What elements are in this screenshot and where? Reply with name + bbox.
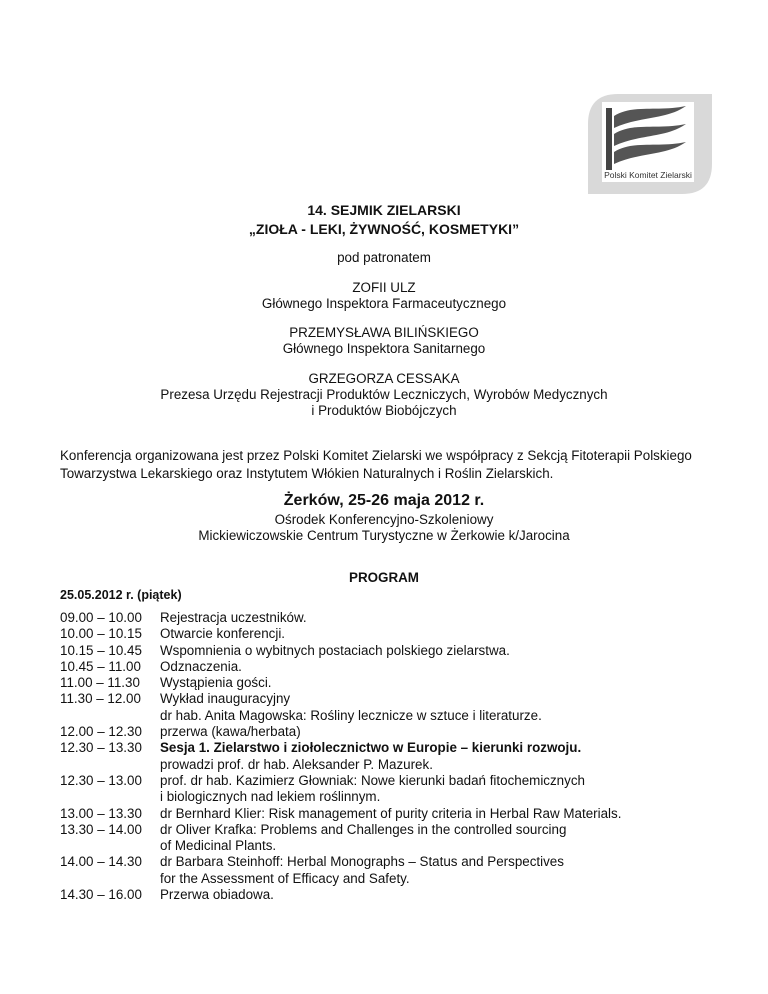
schedule-item: i biologicznych nad lekiem roślinnym. xyxy=(160,789,381,805)
schedule-row xyxy=(60,708,720,724)
schedule-row xyxy=(60,822,720,838)
time-slot: 12.30 – 13.00 xyxy=(60,772,142,788)
patronage-label: pod patronatem xyxy=(337,250,431,265)
schedule-row xyxy=(60,691,720,707)
time-slot: 09.00 – 10.00 xyxy=(60,610,142,625)
schedule-row xyxy=(60,773,720,789)
schedule-row xyxy=(60,659,720,675)
patron-role: Głównego Inspektora Sanitarnego xyxy=(282,341,486,356)
schedule-item: prowadzi prof. dr hab. Aleksander P. Mazurek. xyxy=(160,756,433,772)
venue-center: Ośrodek Konferencyjno-Szkoleniowy xyxy=(274,512,494,527)
schedule-row xyxy=(60,740,720,756)
patron-name: ZOFII ULZ xyxy=(352,280,416,295)
time-slot: 12.30 – 13.30 xyxy=(60,740,142,756)
schedule-item: Odznaczenia. xyxy=(160,658,242,674)
schedule-item: Wspomnienia o wybitnych postaciach polskiego zielarstwa. xyxy=(160,642,510,658)
schedule-row xyxy=(60,724,720,740)
time-slot: 12.00 – 12.30 xyxy=(60,724,142,740)
schedule-item: Rejestracja uczestników. xyxy=(160,610,307,625)
schedule-row xyxy=(60,854,720,870)
time-slot: 11.30 – 12.00 xyxy=(60,691,141,707)
event-subtitle: „ZIOŁA - LEKI, ŻYWNOŚĆ, KOSMETYKI” xyxy=(248,221,520,237)
logo xyxy=(588,94,712,194)
time-slot: 10.00 – 10.15 xyxy=(60,626,142,642)
schedule-item: Otwarcie konferencji. xyxy=(160,626,286,642)
schedule-row xyxy=(60,871,720,887)
schedule-row xyxy=(60,610,720,626)
time-slot: 10.15 – 10.45 xyxy=(60,642,142,658)
time-slot: 13.00 – 13.30 xyxy=(60,805,142,821)
schedule-row xyxy=(60,643,720,659)
schedule-item: Przerwa obiadowa. xyxy=(160,887,274,903)
schedule-item: prof. dr hab. Kazimierz Głowniak: Nowe kierunki badań fitochemicznych xyxy=(160,772,585,788)
patron-name: GRZEGORZA CESSAKA xyxy=(308,371,460,386)
schedule-item: Wykład inauguracyjny xyxy=(160,691,291,707)
schedule-item: przerwa (kawa/herbata) xyxy=(160,724,301,740)
patron-role: Głównego Inspektora Farmaceutycznego xyxy=(261,296,507,311)
time-slot xyxy=(60,871,160,887)
schedule-row xyxy=(60,887,720,903)
schedule-row xyxy=(60,838,720,854)
schedule-row xyxy=(60,626,720,642)
program-title: PROGRAM xyxy=(349,570,419,585)
program-day: 25.05.2012 r. (piątek) xyxy=(60,588,182,602)
time-slot: 13.30 – 14.00 xyxy=(60,821,142,837)
schedule-item: dr hab. Anita Magowska: Rośliny lecznicze w sztuce i literaturze. xyxy=(160,707,542,723)
event-title: 14. SEJMIK ZIELARSKI xyxy=(307,202,461,218)
intro-line: Konferencja organizowana jest przez Polski Komitet Zielarski we współpracy z Sekcją Fitoterapii Polskiego xyxy=(60,448,692,463)
time-slot: 14.30 – 16.00 xyxy=(60,887,142,903)
schedule-item: Wystąpienia gości. xyxy=(160,675,272,691)
time-slot xyxy=(60,789,160,805)
schedule-item: dr Bernhard Klier: Risk management of purity criteria in Herbal Raw Materials. xyxy=(160,805,622,821)
time-slot xyxy=(60,757,160,773)
patron-name: PRZEMYSŁAWA BILIŃSKIEGO xyxy=(289,325,479,340)
time-slot: 10.45 – 11.00 xyxy=(60,658,141,674)
intro-line: Towarzystwa Lekarskiego oraz Instytutem Włókien Naturalnych i Roślin Zielarskich. xyxy=(60,466,554,481)
schedule-item: dr Oliver Krafka: Problems and Challenges in the controlled sourcing xyxy=(160,821,567,837)
schedule-row xyxy=(60,806,720,822)
schedule-item: of Medicinal Plants. xyxy=(160,838,277,854)
schedule-item: dr Barbara Steinhoff: Herbal Monographs – Status and Perspectives xyxy=(160,854,564,870)
time-slot xyxy=(60,838,160,854)
schedule-row xyxy=(60,675,720,691)
venue-place: Żerków, 25-26 maja 2012 r. xyxy=(283,492,485,509)
schedule xyxy=(60,610,720,903)
session-title: Sesja 1. Zielarstwo i ziołolecznictwo w Europie – kierunki rozwoju. xyxy=(160,740,582,756)
venue-address: Mickiewiczowskie Centrum Turystyczne w Żerkowie k/Jarocina xyxy=(198,528,570,543)
patron-role: i Produktów Biobójczych xyxy=(311,403,457,418)
patron-role: Prezesa Urzędu Rejestracji Produktów Leczniczych, Wyrobów Medycznych xyxy=(160,387,608,402)
time-slot: 11.00 – 11.30 xyxy=(60,675,140,691)
time-slot xyxy=(60,708,160,724)
schedule-row xyxy=(60,789,720,805)
logo-text: Polski Komitet Zielarski xyxy=(604,170,692,180)
intro-paragraph xyxy=(60,447,720,483)
schedule-item: for the Assessment of Efficacy and Safety. xyxy=(160,870,410,886)
time-slot: 14.00 – 14.30 xyxy=(60,854,142,870)
schedule-row xyxy=(60,757,720,773)
